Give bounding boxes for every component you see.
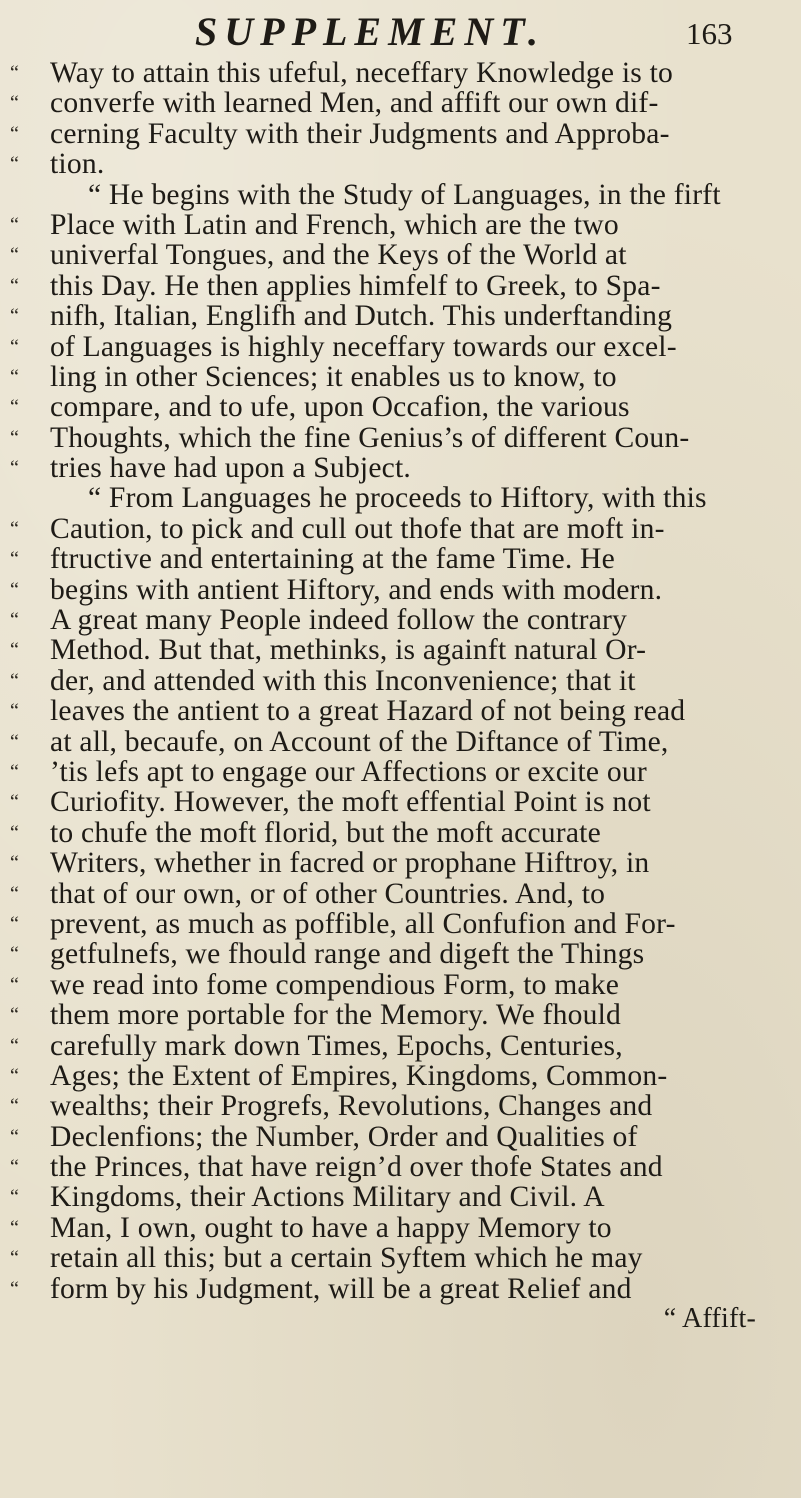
line-text: Curiofity. However, the moft effential Point is not [50,786,651,819]
text-line [0,119,801,149]
margin-quote-mark: “ [10,244,19,267]
page-number: 163 [686,16,733,51]
margin-quote-mark: “ [10,730,19,753]
line-text: Caution, to pick and cull out thofe that are moft in- [50,512,665,545]
margin-quote-mark: “ [10,305,19,328]
text-line [0,818,801,848]
text-line [0,271,801,301]
text-line [0,544,801,574]
margin-quote-mark: “ [10,274,19,297]
margin-quote-mark: “ [10,548,19,571]
text-line [0,666,801,696]
text-line [0,1152,801,1182]
text-line [0,970,801,1000]
line-text: ftructive and entertaining at the fame Time. He [50,543,615,576]
text-line [0,1091,801,1121]
text-line [0,575,801,605]
text-line [0,879,801,909]
margin-quote-mark: “ [10,1216,19,1239]
margin-quote-mark: “ [10,669,19,692]
text-line [0,757,801,787]
line-text: converfe with learned Men, and affift our own dif- [50,87,659,120]
text-line [0,1061,801,1091]
margin-quote-mark: “ [10,852,19,875]
text-line [0,1304,801,1334]
margin-quote-mark: “ [10,791,19,814]
margin-quote-mark: “ [10,760,19,783]
margin-quote-mark: “ [10,457,19,480]
text-line [0,909,801,939]
margin-quote-mark: “ [10,943,19,966]
line-text: getfulnefs, we fhould range and digeft the Things [50,938,645,971]
text-line [0,696,801,726]
line-text: form by his Judgment, will be a great Relief and [50,1272,632,1305]
margin-quote-mark: “ [10,1186,19,1209]
text-line [0,483,801,513]
body-text [0,58,801,1334]
margin-quote-mark: “ [10,92,19,115]
line-text: ’tis lefs apt to engage our Affections or excite our [50,755,647,788]
line-text: we read into fome compendious Form, to make [50,968,620,1001]
margin-quote-mark: “ [10,335,19,358]
margin-quote-mark: “ [10,153,19,176]
text-line [0,635,801,665]
text-line [0,301,801,331]
margin-quote-mark: “ [10,1156,19,1179]
text-line [0,514,801,544]
margin-quote-mark: “ [10,821,19,844]
text-line [0,787,801,817]
margin-quote-mark: “ [10,1277,19,1300]
line-text: “ Affift- [663,1303,756,1335]
line-text: Declenfions; the Number, Order and Qualities of [50,1120,638,1153]
line-text: A great many People indeed follow the contrary [50,604,628,637]
line-text: “ From Languages he proceeds to Hiftory, with this [88,482,707,515]
line-text: cerning Faculty with their Judgments and Approba- [50,117,670,150]
margin-quote-mark: “ [10,973,19,996]
margin-quote-mark: “ [10,365,19,388]
text-line [0,1182,801,1212]
margin-quote-mark: “ [10,396,19,419]
margin-quote-mark: “ [10,517,19,540]
line-text: Man, I own, ought to have a happy Memory to [50,1211,612,1244]
line-text: tries have had upon a Subject. [50,452,412,485]
text-line [0,1122,801,1152]
line-text: at all, becaufe, on Account of the Diftance of Time, [50,725,669,758]
line-text: of Languages is highly neceffary towards our excel- [50,330,677,363]
text-line [0,423,801,453]
line-text: Place with Latin and French, which are the two [50,208,619,241]
running-head: SUPPLEMENT. [195,9,546,54]
text-line [0,453,801,483]
line-text: Way to attain this ufeful, neceffary Knowledge is to [50,57,673,89]
text-line [0,605,801,635]
line-text: the Princes, that have reign’d over thofe States and [50,1151,663,1184]
margin-quote-mark: “ [10,578,19,601]
text-line [0,362,801,392]
margin-quote-mark: “ [10,213,19,236]
text-line [0,727,801,757]
text-line [0,1000,801,1030]
margin-quote-mark: “ [10,639,19,662]
line-text: Writers, whether in facred or prophane Hiftroy, in [50,847,650,880]
text-line [0,939,801,969]
line-text: “ He begins with the Study of Languages, in the firft [88,178,721,211]
text-line [0,240,801,270]
line-text: ling in other Sciences; it enables us to know, to [50,360,617,393]
margin-quote-mark: “ [10,1004,19,1027]
line-text: univerfal Tongues, and the Keys of the World at [50,239,627,272]
margin-quote-mark: “ [10,882,19,905]
margin-quote-mark: “ [10,1247,19,1270]
margin-quote-mark: “ [10,1034,19,1057]
page-header [0,8,801,56]
margin-quote-mark: “ [10,122,19,145]
margin-quote-mark: “ [10,609,19,632]
line-text: leaves the antient to a great Hazard of not being read [50,695,686,728]
line-text: nifh, Italian, Englifh and Dutch. This underftanding [50,300,673,333]
margin-quote-mark: “ [10,1064,19,1087]
line-text: der, and attended with this Inconvenience; that it [50,664,636,697]
line-text: tion. [50,148,105,181]
line-text: wealths; their Progrefs, Revolutions, Changes and [50,1090,653,1123]
line-text: compare, and to ufe, upon Occafion, the various [50,391,630,424]
line-text: retain all this; but a certain Syftem which he may [50,1242,643,1275]
margin-quote-mark: “ [10,700,19,723]
text-line [0,1213,801,1243]
line-text: begins with antient Hiftory, and ends with modern. [50,573,663,606]
line-text: Kingdoms, their Actions Military and Civil. A [50,1181,605,1214]
text-line [0,848,801,878]
line-text: this Day. He then applies himfelf to Greek, to Spa- [50,269,661,302]
line-text: them more portable for the Memory. We fhould [50,999,622,1032]
margin-quote-mark: “ [10,426,19,449]
line-text: Thoughts, which the fine Genius’s of different Coun- [50,421,690,454]
line-text: Ages; the Extent of Empires, Kingdoms, Common- [50,1059,668,1092]
text-line [0,210,801,240]
line-text: prevent, as much as poffible, all Confufion and For- [50,907,676,940]
line-text: Method. But that, methinks, is againft natural Or- [50,634,647,667]
text-line [0,392,801,422]
text-line [0,149,801,179]
text-line [0,58,801,88]
margin-quote-mark: “ [10,912,19,935]
text-line [0,1243,801,1273]
text-line [0,180,801,210]
margin-quote-mark: “ [10,1095,19,1118]
margin-quote-mark: “ [10,1125,19,1148]
text-line [0,1274,801,1304]
margin-quote-mark: “ [10,62,19,84]
text-line [0,332,801,362]
text-line [0,1031,801,1061]
line-text: that of our own, or of other Countries. And, to [50,877,606,910]
line-text: carefully mark down Times, Epochs, Centuries, [50,1029,623,1062]
text-line [0,88,801,118]
line-text: to chufe the moft florid, but the moft accurate [50,816,601,849]
